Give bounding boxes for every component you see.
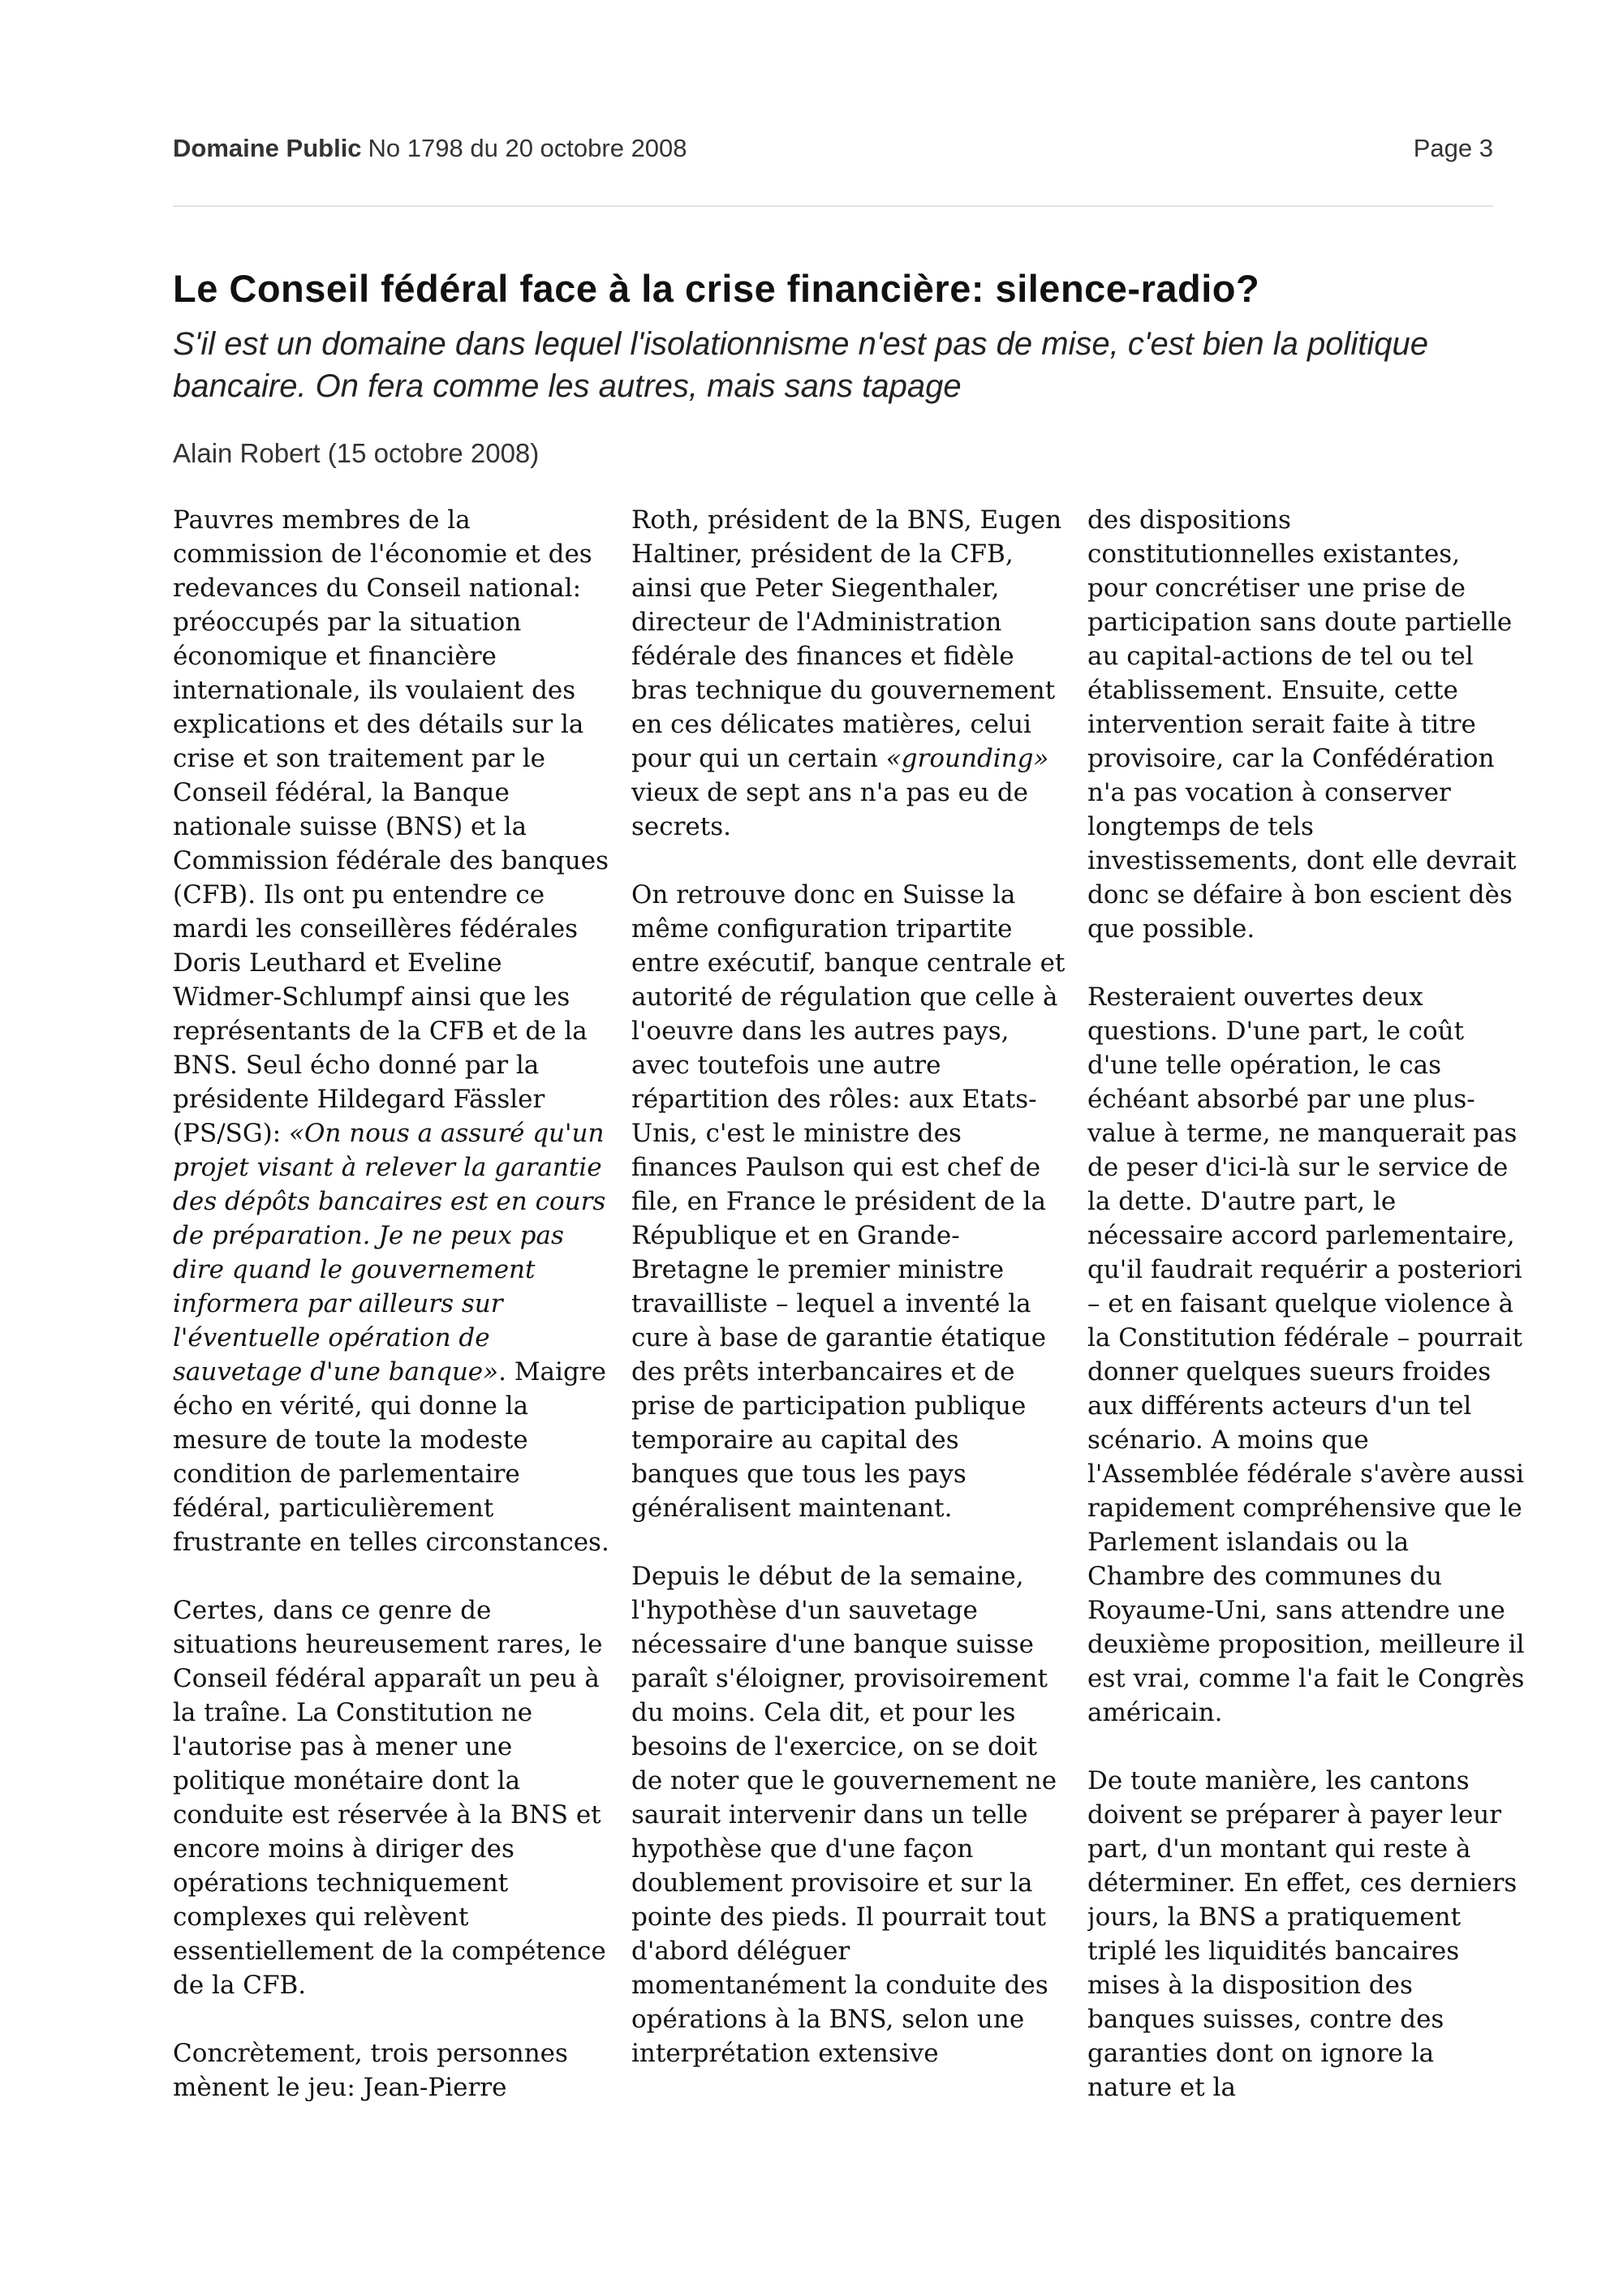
paragraph — [173, 503, 611, 1559]
page-number: Page 3 — [1413, 134, 1493, 162]
paragraph: Resteraient ouvertes deux questions. D'une part, le coût d'une telle opération, le cas échéant absorbé par une plus-value à terme, ne manquerait pas de peser d'ici-là sur le service de la dette. D'autre part, le nécessaire accord parlementaire, qu'il faudrait requérir a posteriori – et en faisant quelque violence à la Constitution fédérale – pourrait donner quelques sueurs froides aux différents acteurs d'un tel scénario. A moins que l'Assemblée fédérale s'avère aussi rapidement compréhensive que le Parlement islandais ou la Chambre des communes du Royaume-Uni, sans attendre une deuxième proposition, meilleure il est vrai, comme l'a fait le Congrès américain. — [1087, 982, 1525, 1727]
paragraph-text: vieux de sept ans n'a pas eu de secrets. — [631, 778, 1029, 841]
paragraph-text: Roth, président de la BNS, Eugen Haltiner, président de la CFB, ainsi que Peter Siegenthaler, directeur de l'Administration fédérale des finances et fidèle bras technique du gouvernement en ces délicates matières, celui pour qui un certain — [631, 505, 1062, 773]
article-title: Le Conseil fédéral face à la crise financière: silence-radio? — [173, 267, 1260, 310]
text-column-2 — [631, 503, 1070, 2231]
text-column-3 — [1087, 503, 1526, 2231]
quote-text: «On nous a assuré qu'un projet visant à relever la garantie des dépôts bancaires est en cours de préparation. Je ne peux pas dire quand le gouvernement informera par ailleurs sur l'éventuelle opération de sauvetage d'une banque» — [173, 1119, 606, 1387]
paragraph-text: Pauvres membres de la commission de l'économie et des redevances du Conseil national: préoccupés par la situation économique et financière internationale, ils voulaient des explications et des détails sur la crise et son traitement par le Conseil fédéral, la Banque nationale suisse (BNS) et la Commission fédérale des banques (CFB). Ils ont pu entendre ce mardi les conseillères fédérales Doris Leuthard et Eveline Widmer-Schlumpf ainsi que les représentants de la CFB et de la BNS. Seul écho donné par la présidente Hildegard Fässler (PS/SG): — [173, 505, 609, 1148]
emphasis-text: «grounding» — [885, 744, 1049, 773]
paragraph: Certes, dans ce genre de situations heureusement rares, le Conseil fédéral apparaît un peu à la traîne. La Constitution ne l'autorise pas à mener une politique monétaire dont la conduite est réservée à la BNS et encore moins à diriger des opérations techniquement complexes qui relèvent essentiellement de la compétence de la CFB. — [173, 1596, 606, 2000]
paragraph: Depuis le début de la semaine, l'hypothèse d'un sauvetage nécessaire d'une banque suisse paraît s'éloigner, provisoirement du moins. Cela dit, et pour les besoins de l'exercice, on se doit de noter que le gouvernement ne saurait intervenir dans un telle hypothèse que d'une façon doublement provisoire et sur la pointe des pieds. Il pourrait tout d'abord déléguer momentanément la conduite des opérations à la BNS, selon une interprétation extensive — [631, 1562, 1057, 2068]
paragraph: Concrètement, trois personnes mènent le jeu: Jean-Pierre — [173, 2039, 568, 2102]
header-divider — [173, 205, 1493, 207]
paragraph: On retrouve donc en Suisse la même configuration tripartite entre exécutif, banque centrale et autorité de régulation que celle à l'oeuvre dans les autres pays, avec toutefois une autre répartition des rôles: aux Etats-Unis, c'est le ministre des finances Paulson qui est chef de file, en France le président de la République et en Grande-Bretagne le premier ministre travailliste – lequel a inventé la cure à base de garantie étatique des prêts interbancaires et de prise de participation publique temporaire au capital des banques que tous les pays généralisent maintenant. — [631, 880, 1065, 1523]
issue-info: No 1798 du 20 octobre 2008 — [368, 134, 687, 162]
article-byline: Alain Robert (15 octobre 2008) — [173, 438, 540, 468]
publication-name: Domaine Public — [173, 134, 362, 162]
article-subtitle: S'il est un domaine dans lequel l'isolationnisme n'est pas de mise, c'est bien la politique bancaire. On fera comme les autres, mais sans tapage — [173, 326, 1428, 404]
paragraph: des dispositions constitutionnelles existantes, pour concrétiser une prise de participation sans doute partielle au capital-actions de tel ou tel établissement. Ensuite, cette intervention serait faite à titre provisoire, car la Confédération n'a pas vocation à conserver longtemps de tels investissements, dont elle devrait donc se défaire à bon escient dès que possible. — [1087, 505, 1517, 944]
paragraph: De toute manière, les cantons doivent se préparer à payer leur part, d'un montant qui reste à déterminer. En effet, ces derniers jours, la BNS a pratiquement triplé les liquidités bancaires mises à la disposition des banques suisses, contre des garanties dont on ignore la nature et la — [1087, 1766, 1518, 2102]
page-header — [173, 134, 1493, 163]
text-column-1 — [173, 503, 611, 2231]
paragraph-text: . Maigre écho en vérité, qui donne la mesure de toute la modeste condition de parlementaire fédéral, particulièrement frustrante en telles circonstances. — [173, 1357, 609, 1557]
paragraph — [631, 503, 1070, 844]
